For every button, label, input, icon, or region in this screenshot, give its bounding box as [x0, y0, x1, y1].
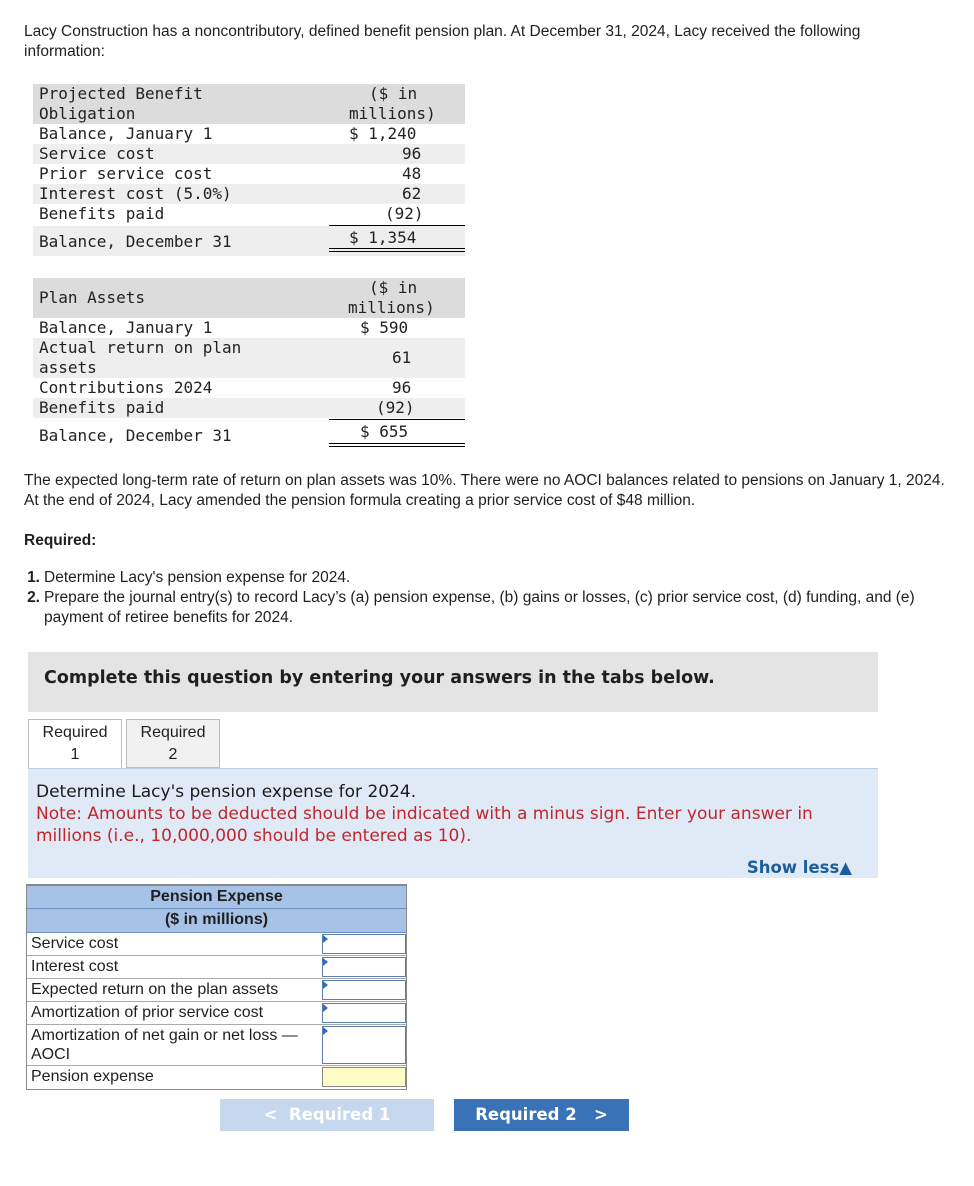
pa-header-row: [33, 278, 465, 318]
tab-required-2[interactable]: [126, 719, 220, 768]
required-item-number: 2.: [27, 589, 40, 606]
intro-text: Lacy Construction has a noncontributory, defined benefit pension plan. At December 31, 2024, Lacy received the following information:: [24, 23, 861, 60]
tab-label-num: 1: [70, 746, 80, 763]
pbo-row-value: $ 1,354: [349, 228, 417, 247]
pbo-row-value: 96: [402, 144, 422, 163]
pbo-unit-line2: millions): [349, 104, 436, 123]
pbo-total-line: [329, 248, 465, 252]
pbo-unit-line1: ($ in: [369, 84, 418, 103]
pe-row-expected-return: [27, 979, 406, 1002]
tab-label: Required: [140, 724, 206, 741]
pe-title: Pension Expense: [26, 885, 407, 909]
prev-required-1-button[interactable]: [220, 1099, 434, 1131]
pe-row-amort-gain-loss: [27, 1025, 406, 1066]
amort-prior-service-cost-input[interactable]: [322, 1003, 406, 1023]
panel-instruction: Determine Lacy's pension expense for 2024.: [36, 782, 417, 802]
required-list: [20, 568, 970, 628]
pe-row-total: [27, 1066, 406, 1089]
pbo-row: [33, 124, 465, 144]
expected-return-text: The expected long-term rate of return on plan assets was 10%. There were no AOCI balances related to pensions on January 1, 2024. At the end of 2024, Lacy amended the pension formula creating a prior service cost of $48 million.: [24, 472, 945, 509]
instructions-banner: [28, 652, 878, 712]
next-required-2-button[interactable]: [454, 1099, 629, 1131]
tab-required-1[interactable]: [28, 719, 122, 769]
required-item-number: 1.: [27, 569, 40, 586]
pbo-row-label: Interest cost (5.0%): [39, 184, 232, 203]
pbo-row: [33, 164, 465, 184]
pa-total-line: [329, 443, 465, 447]
pe-row-label: Service cost: [31, 935, 119, 952]
pa-row: [33, 318, 465, 338]
pa-row: [33, 398, 465, 418]
pbo-row: [33, 144, 465, 164]
service-cost-input[interactable]: [322, 934, 406, 954]
panel-note: Note: Amounts to be deducted should be indicated with a minus sign. Enter your answer in millions (i.e., 10,000,000 should be entered as 10).: [36, 804, 813, 846]
pbo-row-value: (92): [385, 204, 424, 223]
required-heading: Required:: [24, 532, 97, 549]
chevron-left-icon: <: [263, 1105, 278, 1124]
pension-expense-table: [26, 884, 407, 1090]
expected-return-input[interactable]: [322, 980, 406, 1000]
prev-label: Required 1: [288, 1105, 391, 1124]
pe-row-service-cost: [27, 933, 406, 956]
pe-row-label: Interest cost: [31, 958, 119, 975]
chevron-right-icon: >: [593, 1105, 608, 1124]
pa-unit-line1: ($ in: [369, 278, 418, 297]
required-item-text: Determine Lacy's pension expense for 2024.: [44, 569, 351, 586]
pension-expense-total-field: [322, 1067, 406, 1087]
pa-row: [33, 338, 465, 378]
banner-text: Complete this question by entering your answers in the tabs below.: [44, 668, 715, 688]
pa-row-label: Contributions 2024: [39, 378, 213, 397]
pa-row-label: Balance, December 31: [39, 426, 232, 445]
pe-row-label: Expected return on the plan assets: [31, 981, 279, 998]
interest-cost-input[interactable]: [322, 957, 406, 977]
pe-row-label: Amortization of net gain or net loss —AOCI: [31, 1027, 298, 1063]
tab-label: Required: [42, 724, 108, 741]
pe-row-label: Pension expense: [31, 1068, 154, 1085]
pe-row-label: Amortization of prior service cost: [31, 1004, 264, 1021]
pbo-row: [33, 184, 465, 204]
next-label: Required 2: [475, 1105, 577, 1124]
pa-row: [33, 378, 465, 398]
pa-row-label: Actual return on plan: [39, 338, 242, 357]
tab-label-num: 2: [168, 746, 178, 763]
pbo-row-value: $ 1,240: [349, 124, 417, 143]
triangle-up-icon: ▲: [839, 858, 852, 877]
pa-row-label: Benefits paid: [39, 398, 165, 417]
pbo-row-value: 62: [402, 184, 422, 203]
pa-row-value: 61: [392, 348, 412, 367]
pbo-row-value: 48: [402, 164, 422, 183]
pbo-header-line1: Projected Benefit: [39, 84, 203, 103]
pe-subtitle: ($ in millions): [26, 909, 407, 933]
pa-row-value: 96: [392, 378, 412, 397]
pbo-row-label: Balance, December 31: [39, 232, 232, 251]
pbo-header-row: [33, 84, 465, 124]
show-less-label: Show less: [746, 858, 840, 877]
pbo-header-line2: Obligation: [39, 104, 136, 123]
pa-row-label: Balance, January 1: [39, 318, 213, 337]
required-item: [20, 568, 970, 588]
pbo-row: [33, 204, 465, 224]
pbo-row-label: Benefits paid: [39, 204, 165, 223]
pe-row-interest-cost: [27, 956, 406, 979]
pa-row-label-cont: assets: [39, 358, 97, 377]
pa-unit-line2: millions): [348, 298, 435, 317]
pa-row-value: $ 590: [360, 318, 409, 337]
pbo-row-label: Balance, January 1: [39, 124, 213, 143]
required-item: [20, 588, 970, 628]
pa-row-value: $ 655: [360, 422, 409, 441]
amort-net-gain-loss-input[interactable]: [322, 1026, 406, 1064]
pbo-row-label: Service cost: [39, 144, 155, 163]
show-less-link[interactable]: [747, 858, 852, 877]
pbo-row-label: Prior service cost: [39, 164, 213, 183]
pe-row-amort-psc: [27, 1002, 406, 1025]
tab-panel: [28, 768, 878, 878]
pa-row-value: (92): [376, 398, 415, 417]
pa-header-label: Plan Assets: [39, 288, 145, 307]
required-item-text: Prepare the journal entry(s) to record Lacy’s (a) pension expense, (b) gains or losses, (c) prior service cost, (d) funding, and (e) payment of retiree benefits for 2024.: [44, 589, 915, 626]
